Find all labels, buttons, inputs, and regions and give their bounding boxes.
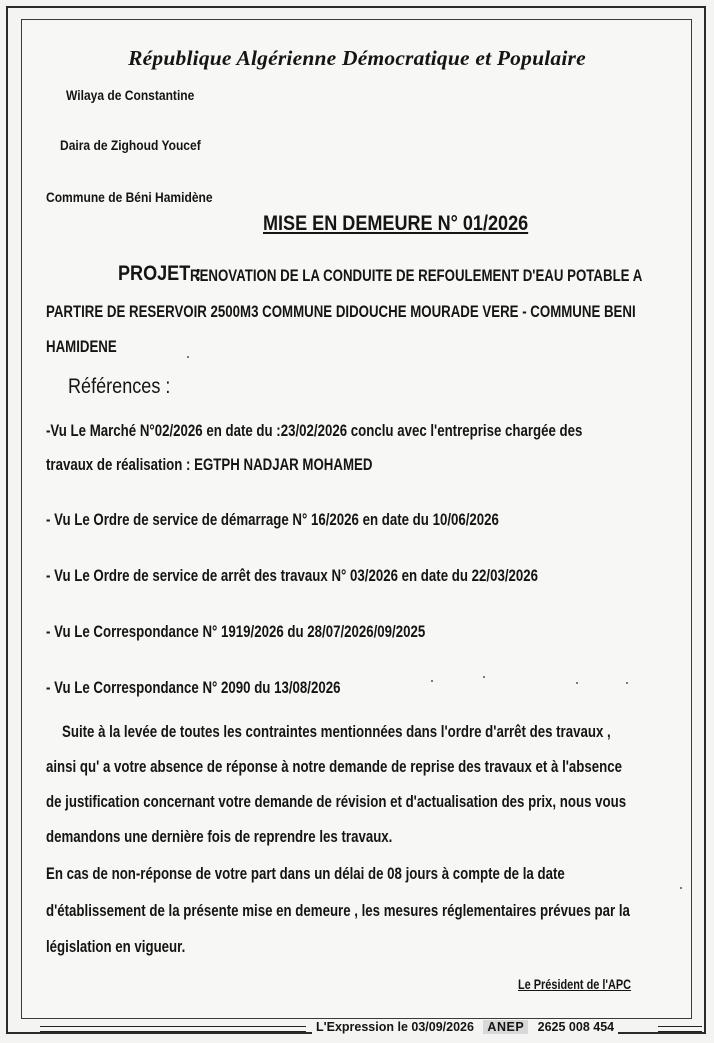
daira-line: Daira de Zighoud Youcef [60, 137, 201, 153]
footer-rule-left [40, 1026, 306, 1032]
projet-text-2: PARTIRE DE RESERVOIR 2500M3 COMMUNE DIDOUCHE MOURADE VERE - COMMUNE BENI [46, 302, 636, 321]
scan-speck [626, 682, 628, 684]
projet-label: PROJET : [118, 262, 202, 285]
reference-item-4: - Vu Le Correspondance N° 1919/2026 du 28/07/2026/09/2025 [46, 622, 426, 641]
publication-name: L'Expression le 03/09/2026 [316, 1020, 474, 1034]
commune-line: Commune de Béni Hamidène [46, 189, 213, 205]
projet-text-3: HAMIDENE [46, 337, 117, 356]
paragraph-1-line-3: de justification concernant votre demande de révision et d'actualisation des prix, nous vous [46, 792, 627, 811]
anep-label: ANEP [483, 1020, 528, 1034]
reference-item-3: - Vu Le Ordre de service de arrêt des travaux N° 03/2026 en date du 22/03/2026 [46, 566, 539, 585]
paragraph-1-line-2: ainsi qu' a votre absence de réponse à notre demande de reprise des travaux et à l'absence [46, 757, 622, 776]
projet-text-1: RENOVATION DE LA CONDUITE DE REFOULEMENT D'EAU POTABLE A [190, 266, 643, 285]
anep-reference: 2625 008 454 [537, 1020, 615, 1034]
paragraph-1-line-4: demandons une dernière fois de reprendre les travaux. [46, 827, 393, 846]
paragraph-2-line-3: législation en vigueur. [46, 937, 186, 956]
scan-speck [187, 356, 189, 358]
notice-title: MISE EN DEMEURE N° 01/2026 [263, 212, 529, 235]
wilaya-line: Wilaya de Constantine [66, 87, 195, 103]
references-heading: Références : [68, 375, 171, 398]
reference-item-2: - Vu Le Ordre de service de démarrage N° 16/2026 en date du 10/06/2026 [46, 510, 499, 529]
publication-footer [312, 1020, 618, 1034]
footer-rule-right [658, 1026, 702, 1032]
scan-speck [576, 682, 578, 684]
scan-speck [680, 887, 682, 889]
republic-heading: République Algérienne Démocratique et Populaire [128, 46, 586, 70]
signature: Le Président de l'APC [518, 976, 632, 992]
paragraph-1-line-1: Suite à la levée de toutes les contraintes mentionnées dans l'ordre d'arrêt des travaux , [62, 722, 611, 741]
scan-speck [431, 680, 433, 682]
paragraph-2-line-1: En cas de non-réponse de votre part dans un délai de 08 jours à compte de la date [46, 864, 565, 883]
paragraph-2-line-2: d'établissement de la présente mise en demeure , les mesures réglementaires prévues par la [46, 901, 630, 920]
reference-item-1-line-1: -Vu Le Marché N°02/2026 en date du :23/02/2026 conclu avec l'entreprise chargée des [46, 421, 583, 440]
scan-speck [483, 676, 485, 678]
reference-item-1-line-2: travaux de réalisation : EGTPH NADJAR MOHAMED [46, 455, 373, 474]
reference-item-5: - Vu Le Correspondance N° 2090 du 13/08/2026 [46, 678, 341, 697]
